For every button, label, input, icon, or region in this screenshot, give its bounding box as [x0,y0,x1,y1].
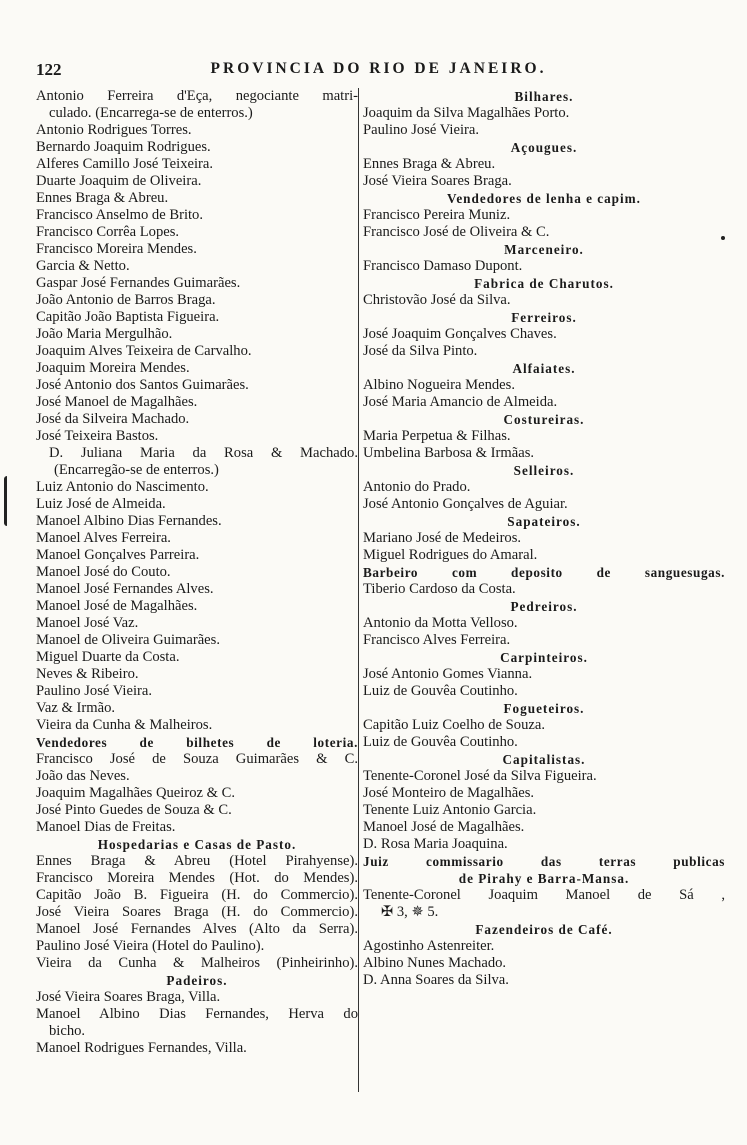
directory-entry: Manoel José Fernandes Alves (Alto da Serra). [36,921,358,937]
directory-entry: Vieira da Cunha & Malheiros (Pinheirinho). [36,955,358,971]
directory-entry: Francisco Alves Ferreira. [363,632,511,648]
directory-entry: João Antonio de Barros Braga. [36,292,216,308]
directory-entry: Manoel de Oliveira Guimarães. [36,632,220,648]
directory-entry: bicho. [49,1023,86,1039]
section-heading: Sapateiros. [507,514,581,529]
directory-entry: José da Silveira Machado. [36,411,190,427]
directory-entry: Luiz José de Almeida. [36,496,166,512]
directory-entry: Manoel José Vaz. [36,615,139,631]
directory-entry: Antonio Rodrigues Torres. [36,122,192,138]
directory-entry: Ennes Braga & Abreu. [363,156,496,172]
directory-entry: Mariano José de Medeiros. [363,530,522,546]
directory-entry: Joaquim Alves Teixeira de Carvalho. [36,343,252,359]
directory-entry: Capitão João Baptista Figueira. [36,309,220,325]
directory-entry: D. Anna Soares da Silva. [363,972,509,988]
directory-entry: Antonio da Motta Velloso. [363,615,518,631]
directory-entry: João Maria Mergulhão. [36,326,173,342]
directory-entry: Joaquim da Silva Magalhães Porto. [363,105,570,121]
section-heading: Selleiros. [513,463,575,478]
directory-entry: ✠ 3, ✵ 5. [381,904,439,920]
section-heading: Fazendeiros de Café. [475,922,613,937]
directory-entry: Francisco Anselmo de Brito. [36,207,203,223]
directory-entry: Luiz Antonio do Nascimento. [36,479,209,495]
column-divider [358,88,359,1092]
section-heading: Carpinteiros. [500,650,588,665]
section-heading: Pedreiros. [510,599,578,614]
page-number: 122 [36,60,62,79]
directory-entry: Capitão João B. Figueira (H. do Commercio). [36,887,358,903]
directory-entry: Manoel José de Magalhães. [363,819,525,835]
directory-entry: Francisco Pereira Muniz. [363,207,511,223]
directory-entry: João das Neves. [36,768,130,784]
directory-entry: José Vieira Soares Braga. [363,173,512,189]
directory-entry: Duarte Joaquim de Oliveira. [36,173,202,189]
directory-entry: Albino Nogueira Mendes. [363,377,515,393]
directory-entry: Francisco José de Souza Guimarães & C. [36,751,358,767]
directory-entry: José Manoel de Magalhães. [36,394,198,410]
section-heading: Açougues. [510,140,578,155]
directory-entry: Paulino José Vieira. [36,683,152,699]
directory-entry: Francisco Moreira Mendes (Hot. do Mendes). [36,870,358,886]
page-header [36,60,721,82]
directory-entry: José da Silva Pinto. [363,343,478,359]
directory-entry: Umbelina Barbosa & Irmãas. [363,445,535,461]
directory-entry: Joaquim Magalhães Queiroz & C. [36,785,235,801]
directory-entry: Antonio do Prado. [363,479,471,495]
section-heading: Fabrica de Charutos. [474,276,614,291]
ink-dot [721,236,725,240]
section-heading: de Pirahy e Barra-Mansa. [458,871,630,886]
directory-entry: Manoel Albino Dias Fernandes. [36,513,222,529]
directory-entry: culado. (Encarrega-se de enterros.) [49,105,253,121]
directory-entry: Miguel Duarte da Costa. [36,649,180,665]
directory-entry: Joaquim Moreira Mendes. [36,360,190,376]
directory-entry: Luiz de Gouvêa Coutinho. [363,734,518,750]
directory-entry: Garcia & Netto. [36,258,130,274]
section-heading: Bilhares. [514,89,574,104]
directory-entry: Manoel José de Magalhães. [36,598,198,614]
directory-entry: Francisco Moreira Mendes. [36,241,197,257]
directory-entry: Manoel José do Couto. [36,564,171,580]
directory-entry: Paulino José Vieira (Hotel do Paulino). [36,938,265,954]
section-heading: Barbeiro com deposito de sanguesugas. [363,565,725,580]
section-heading: Vendedores de bilhetes de loteria. [36,735,358,750]
directory-entry: Manoel Rodrigues Fernandes, Villa. [36,1040,247,1056]
directory-entry: Tenente Luiz Antonio Garcia. [363,802,537,818]
right-column [363,88,725,989]
directory-entry: Manoel Dias de Freitas. [36,819,176,835]
directory-entry: Francisco José de Oliveira & C. [363,224,550,240]
directory-entry: Gaspar José Fernandes Guimarães. [36,275,241,291]
directory-entry: Tiberio Cardoso da Costa. [363,581,516,597]
section-heading: Alfaiates. [512,361,576,376]
directory-entry: Ennes Braga & Abreu. [36,190,169,206]
directory-entry: José Antonio dos Santos Guimarães. [36,377,249,393]
directory-entry: Alferes Camillo José Teixeira. [36,156,214,172]
directory-entry: Miguel Rodrigues do Amaral. [363,547,538,563]
left-column [36,88,358,1057]
directory-entry: Francisco Damaso Dupont. [363,258,523,274]
directory-entry: D. Juliana Maria da Rosa & Machado. [49,445,358,461]
directory-entry: Maria Perpetua & Filhas. [363,428,511,444]
directory-entry: D. Rosa Maria Joaquina. [363,836,508,852]
directory-entry: Albino Nunes Machado. [363,955,507,971]
section-heading: Capitalistas. [502,752,586,767]
directory-entry: José Antonio Gomes Vianna. [363,666,533,682]
directory-entry: Antonio Ferreira d'Eça, negociante matri- [36,88,358,104]
directory-entry: Manoel Gonçalves Parreira. [36,547,200,563]
directory-entry: Vieira da Cunha & Malheiros. [36,717,213,733]
directory-entry: Vaz & Irmão. [36,700,116,716]
directory-entry: Neves & Ribeiro. [36,666,139,682]
directory-entry: Capitão Luiz Coelho de Souza. [363,717,545,733]
directory-entry: Agostinho Astenreiter. [363,938,495,954]
directory-entry: José Maria Amancio de Almeida. [363,394,558,410]
directory-entry: Tenente-Coronel Joaquim Manoel de Sá , [363,887,725,903]
directory-entry: Luiz de Gouvêa Coutinho. [363,683,518,699]
section-heading: Marceneiro. [504,242,584,257]
section-heading: Vendedores de lenha e capim. [447,191,641,206]
directory-entry: José Antonio Gonçalves de Aguiar. [363,496,568,512]
section-heading: Fogueteiros. [503,701,585,716]
directory-entry: José Vieira Soares Braga (H. do Commercio). [36,904,358,920]
directory-entry: Bernardo Joaquim Rodrigues. [36,139,211,155]
directory-entry: José Joaquim Gonçalves Chaves. [363,326,557,342]
directory-entry: José Monteiro de Magalhães. [363,785,535,801]
directory-entry: José Vieira Soares Braga, Villa. [36,989,221,1005]
page-title: PROVINCIA DO RIO DE JANEIRO. [210,60,547,77]
directory-entry: Tenente-Coronel José da Silva Figueira. [363,768,597,784]
section-heading: Padeiros. [166,973,228,988]
section-heading: Juiz commissario das terras publicas [363,854,725,869]
directory-entry: Ennes Braga & Abreu (Hotel Pirahyense). [36,853,358,869]
directory-entry: José Pinto Guedes de Souza & C. [36,802,232,818]
section-heading: Ferreiros. [511,310,577,325]
directory-entry: Francisco Corrêa Lopes. [36,224,180,240]
section-heading: Costureiras. [503,412,585,427]
section-heading: Hospedarias e Casas de Pasto. [97,837,297,852]
directory-entry: Christovão José da Silva. [363,292,511,308]
directory-entry: José Teixeira Bastos. [36,428,159,444]
directory-entry: Manoel José Fernandes Alves. [36,581,214,597]
directory-entry: Paulino José Vieira. [363,122,479,138]
directory-entry: Manoel Alves Ferreira. [36,530,171,546]
margin-mark [4,476,13,526]
directory-entry: (Encarregão-se de enterros.) [54,462,219,478]
directory-entry: Manoel Albino Dias Fernandes, Herva do [36,1006,358,1022]
